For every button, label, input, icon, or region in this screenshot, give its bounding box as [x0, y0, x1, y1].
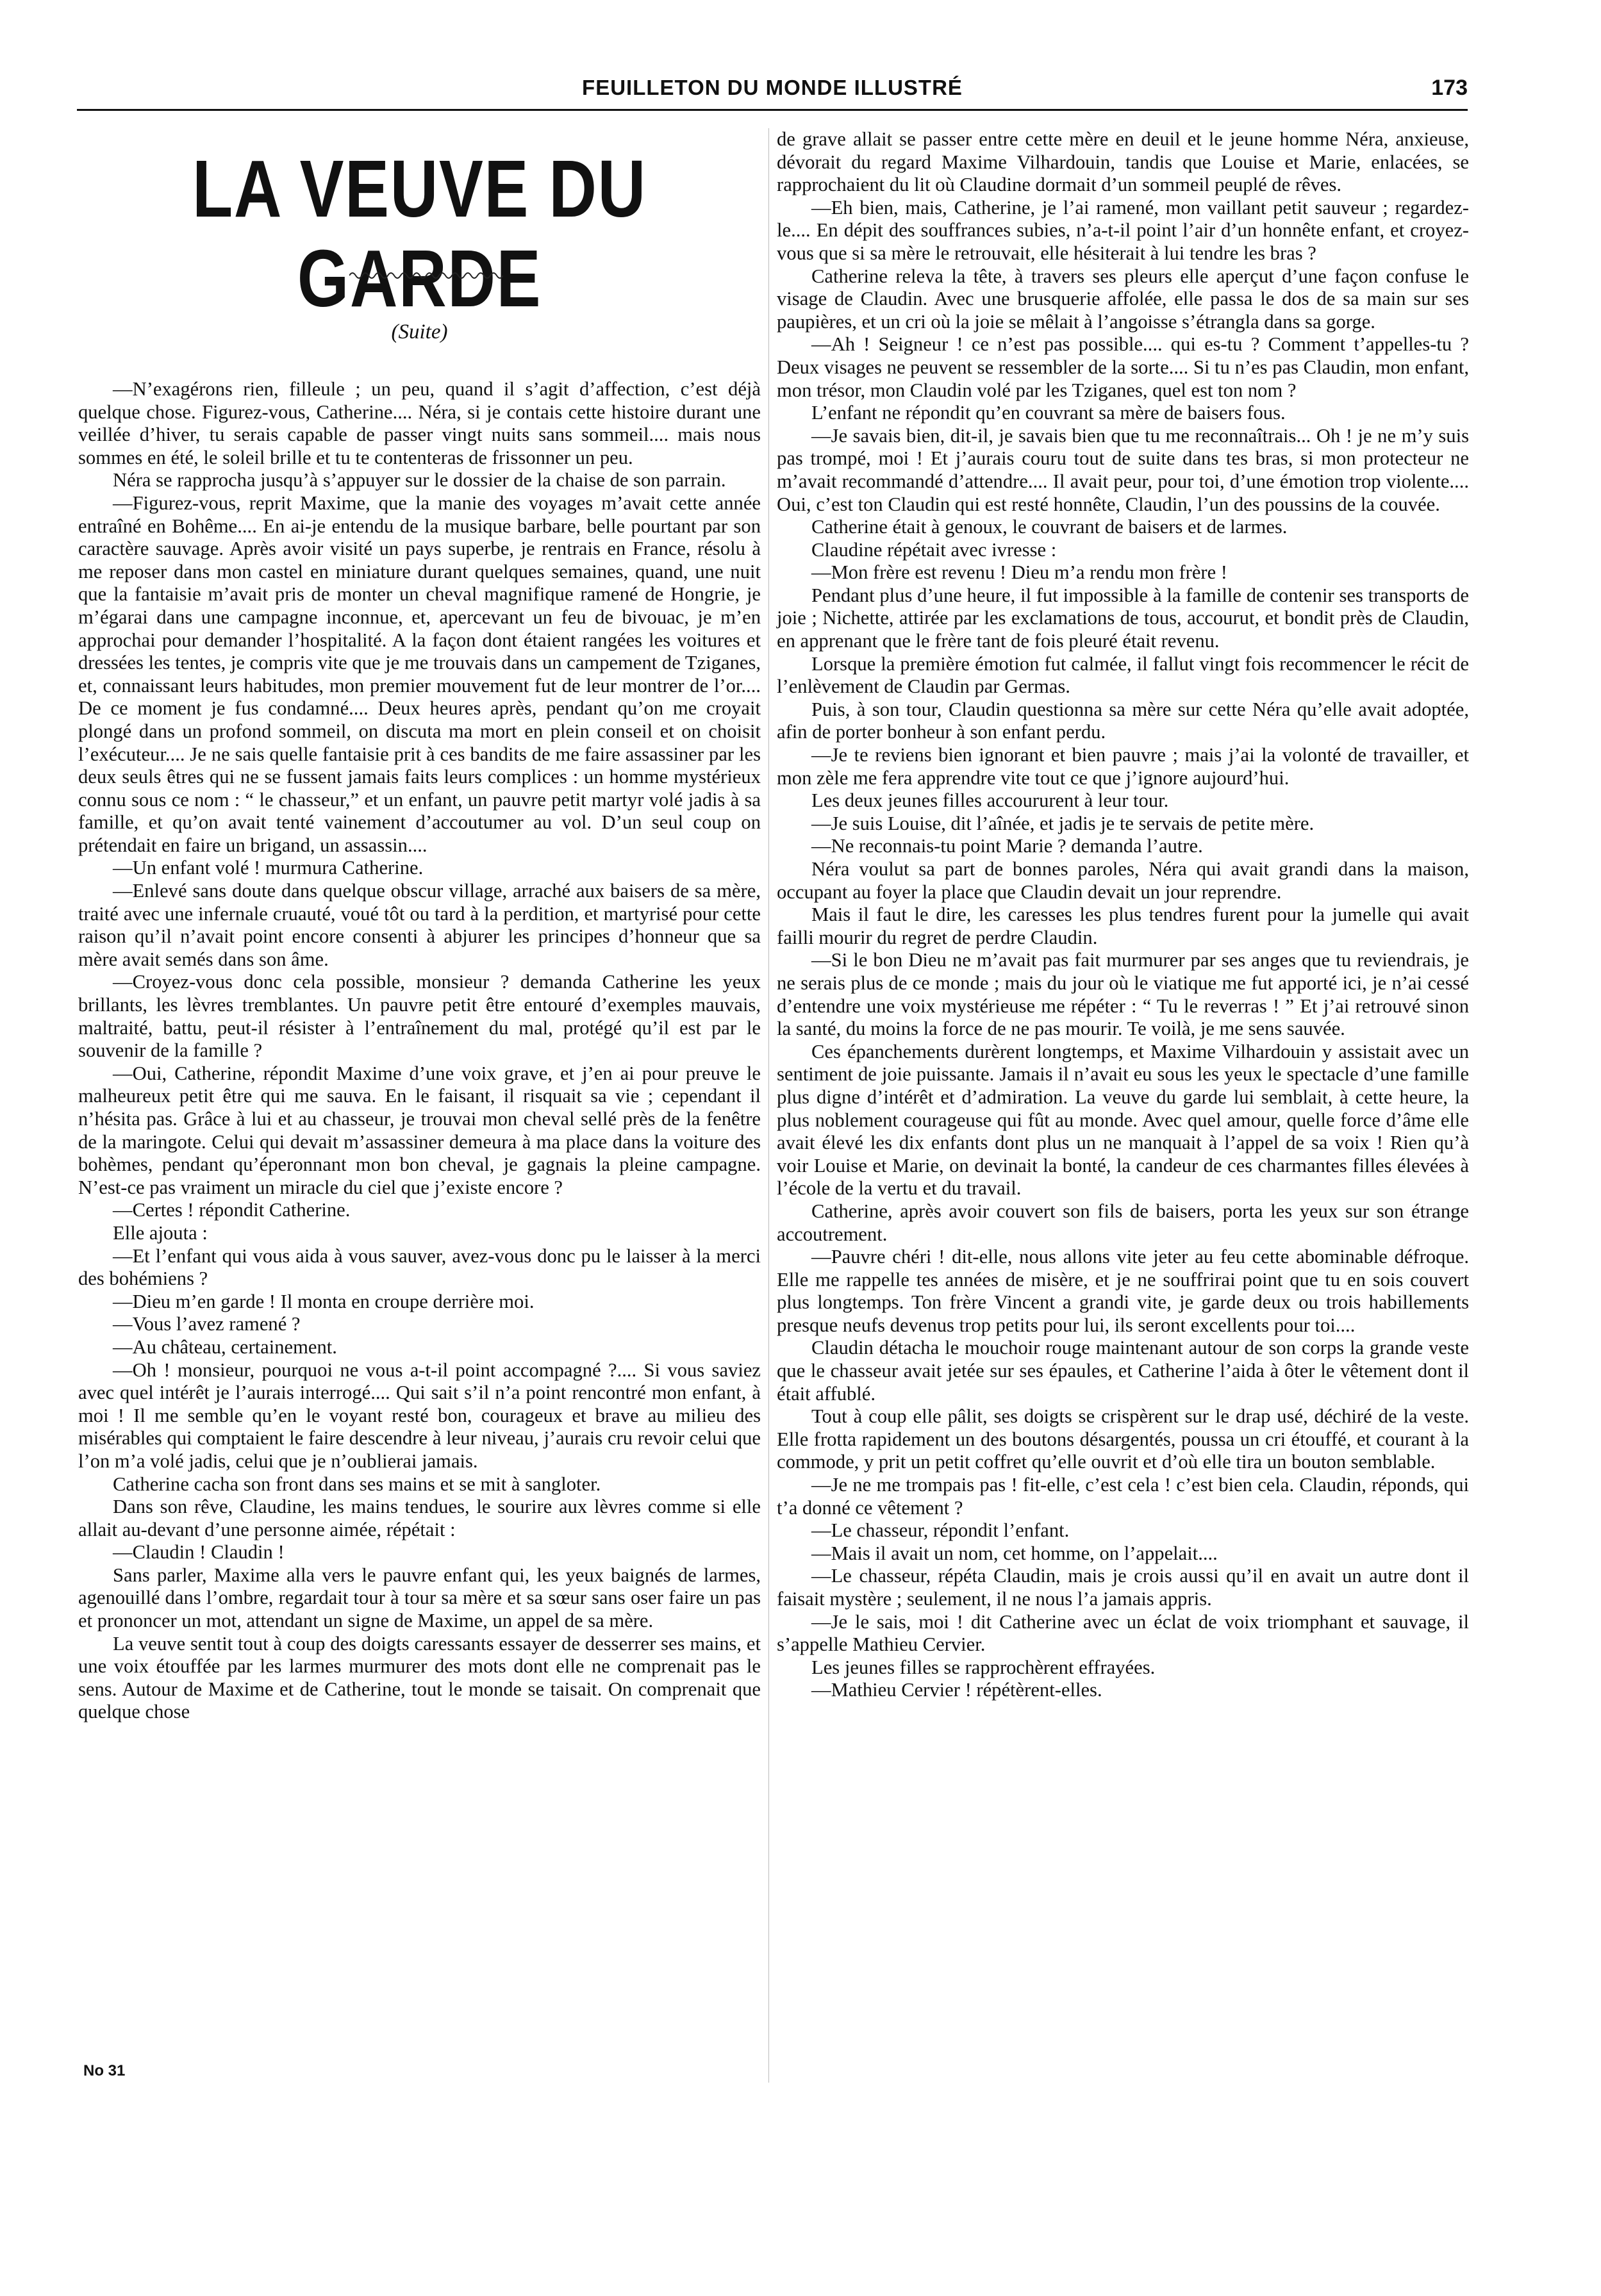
wave-ornament: [349, 269, 503, 282]
paragraph: —Pauvre chéri ! dit-elle, nous allons vite jeter au feu cette abominable défroque. Elle me rappelle tes années de misère, et je ne souffrirai point que tu en sois couvert plus longtemps. Ton frère Vincent a grandi vite, je garde deux ou trois habillements presque neufs devenus trop petits pour lui, ils seront excellents pour toi....: [777, 1246, 1469, 1336]
paragraph: Catherine, après avoir couvert son fils de baisers, porta les yeux sur son étrange accoutrement.: [777, 1200, 1469, 1245]
paragraph: L’enfant ne répondit qu’en couvrant sa mère de baisers fous.: [811, 402, 1286, 424]
paragraph: —Mais il avait un nom, cet homme, on l’appelait....: [811, 1542, 1218, 1564]
paragraph: —Et l’enfant qui vous aida à vous sauver, avez-vous donc pu le laisser à la merci des bohémiens ?: [78, 1244, 761, 1290]
paragraph: —Certes ! répondit Catherine.: [113, 1199, 351, 1221]
paragraph: —Oui, Catherine, répondit Maxime d’une voix grave, et j’en ai pour preuve le malheureux petit être qui me sauva. En le faisant, il risquait sa vie ; cependant il n’hésita pas. Grâce à lui et au chasseur, je trouvai mon cheval sellé près de la fenêtre de la maringote. Celui qui devait m’assassiner demeura à ma place dans la voiture des bohèmes, pendant qu’éperonnant mon bon cheval, je gagnais la pleine campagne. N’est-ce pas vraiment un miracle du ciel que j’existe encore ?: [78, 1062, 761, 1198]
paragraph: —Mon frère est revenu ! Dieu m’a rendu mon frère !: [811, 561, 1227, 584]
page-number: 173: [1431, 76, 1468, 100]
paragraph: Catherine était à genoux, le couvrant de baisers et de larmes.: [811, 516, 1288, 538]
paragraph: Mais il faut le dire, les caresses les plus tendres furent pour la jumelle qui avait failli mourir du regret de perdre Claudin.: [777, 904, 1469, 948]
paragraph: —Le chasseur, répéta Claudin, mais je crois aussi qu’il en avait un autre dont il faisait mystère ; seulement, il ne nous l’a jamais appris.: [777, 1565, 1469, 1610]
paragraph: —Je ne me trompais pas ! fit-elle, c’est cela ! c’est bien cela. Claudin, réponds, qui t’a donné ce vêtement ?: [777, 1474, 1469, 1519]
paragraph: —Dieu m’en garde ! Il monta en croupe derrière moi.: [113, 1290, 535, 1312]
article-title: LA VEUVE DU GARDE: [192, 144, 647, 324]
paragraph: Les deux jeunes filles accoururent à leur tour.: [811, 789, 1169, 812]
paragraph: Elle ajouta :: [113, 1221, 208, 1244]
paragraph: Claudin détacha le mouchoir rouge maintenant autour de son corps la grande veste que le chasseur avait jetée sur ses épaules, et Catherine l’aida à ôter le vêtement dont il était affublé.: [777, 1337, 1469, 1405]
paragraph: —Ah ! Seigneur ! ce n’est pas possible.... qui es-tu ? Comment t’appelles-tu ? Deux visages ne peuvent se ressembler de la sorte.... Si tu n’es pas Claudin, mon enfant, mon trésor, mon Claudin volé par les Tziganes, quel est ton nom ?: [777, 333, 1469, 401]
paragraph: —Je le sais, moi ! dit Catherine avec un éclat de voix triomphant et sauvage, il s’appelle Mathieu Cervier.: [777, 1610, 1469, 1656]
running-header: [77, 76, 1468, 104]
paragraph: —Figurez-vous, reprit Maxime, que la manie des voyages m’avait cette année entraîné en Bohême.... En ai-je entendu de la musique barbare, belle pourtant par son caractère sauvage. Après avoir visité un pays superbe, je rentrais en France, résolu à me reposer dans mon castel en miniature durant quelques semaines, quand, une nuit que la fantaisie m’avait pris de monter un cheval magnifique ramené de Hongrie, je m’égarai dans une campagne inconnue, et, apercevant un feu de bivouac, je m’en approchai pour demander l’hospitalité. A la façon dont étaient rangées les voitures et dressées les tentes, je compris vite que je me trouvais dans un campement de Tziganes, et, connaissant leurs habitudes, mon premier mouvement fut de leur montrer de l’or.... De ce moment je fus condamné.... Deux heures après, pendant qu’on me croyait plongé dans un profond sommeil, on discuta ma mort en plein conseil et on choisit l’exécuteur.... Je ne sais quelle fantaisie prit à ces bandits de me faire assassiner par les deux seuls êtres qui ne se fussent jamais faits leurs complices : un homme mystérieux connu sous ce nom : “ le chasseur,” et un enfant, un pauvre petit martyr volé jadis à sa famille, et qu’on avait tenté vainement d’accoutumer au vol. D’un seul coup on prétendait en faire un brigand, un assassin....: [78, 491, 761, 856]
paragraph: —Un enfant volé ! murmura Catherine.: [113, 857, 424, 879]
paragraph: —Croyez-vous donc cela possible, monsieur ? demanda Catherine les yeux brillants, les lèvres tremblantes. Un pauvre petit être entouré d’exemples mauvais, maltraité, battu, peut-il résister à l’entraînement du mal, protégé qu’il est par le souvenir de la famille ?: [78, 971, 761, 1062]
paragraph: —Au château, certainement.: [113, 1335, 337, 1358]
paragraph: —Eh bien, mais, Catherine, je l’ai ramené, mon vaillant petit sauveur ; regardez-le.... En dépit des souffrances subies, n’a-t-il point l’air d’un honnête enfant, et croyez-vous que si sa mère le retrouvait, elle hésiterait à lui tendre les bras ?: [777, 196, 1469, 264]
paragraph: —Claudin ! Claudin !: [113, 1541, 285, 1564]
running-title: FEUILLETON DU MONDE ILLUSTRÉ: [582, 76, 963, 99]
paragraph: —Le chasseur, répondit l’enfant.: [811, 1519, 1070, 1542]
paragraph: Tout à coup elle pâlit, ses doigts se crispèrent sur le drap usé, déchiré de la veste. Elle frotta rapidement un des boutons désargentés, poussa un cri étouffé, et courant à la commode, y prit un petit coffret qu’elle ouvrit et d’où elle tira un bouton semblable.: [777, 1405, 1469, 1473]
paragraph: —Ne reconnais-tu point Marie ? demanda l’autre.: [811, 835, 1203, 857]
paragraph: Les jeunes filles se rapprochèrent effrayées.: [811, 1656, 1156, 1678]
paragraph: Sans parler, Maxime alla vers le pauvre enfant qui, les yeux baignés de larmes, agenouillé dans l’ombre, regardait tour à tour sa mère et sa sœur sans oser faire un pas et prononcer un mot, attendant un signe de Maxime, un appel de sa mère.: [78, 1564, 761, 1632]
header-rule: [77, 109, 1468, 111]
paragraph: —Mathieu Cervier ! répétèrent-elles.: [811, 1679, 1102, 1701]
paragraph: Ces épanchements durèrent longtemps, et Maxime Vilhardouin y assistait avec un sentiment de joie puissante. Jamais il n’avait eu sous les yeux le spectacle d’une famille plus digne d’intérêt et d’admiration. La veuve du garde lui semblait, à cette heure, la plus noblement courageuse qui fût au monde. Avec quel amour, quelle force d’âme elle avait élevé les dix enfants dont plus un ne manquait à l’appel de sa voix ! Rien qu’à voir Louise et Marie, on devinait la bonté, la candeur de ces charmantes filles élevées à l’école de la vertu et du travail.: [777, 1040, 1469, 1200]
paragraph: Lorsque la première émotion fut calmée, il fallut vingt fois recommencer le récit de l’enlèvement de Claudin par Germas.: [777, 652, 1469, 698]
paragraph: —Enlevé sans doute dans quelque obscur village, arraché aux baisers de sa mère, traité avec une infernale cruauté, voué tôt ou tard à la perdition, et martyrisé pour cette raison qu’il n’avait point encore consenti à abjurer les principes d’honneur que sa mère avait semés dans son âme.: [78, 880, 761, 970]
paragraph: Pendant plus d’une heure, il fut impossible à la famille de contenir ses transports de joie ; Nichette, attirée par les exclamations de tous, accourut, et bondit près de Claudin, en apprenant que le frère tant de fois pleuré était revenu.: [777, 584, 1469, 652]
paragraph: —Vous l’avez ramené ?: [113, 1313, 301, 1335]
paragraph: La veuve sentit tout à coup des doigts caressants essayer de desserrer ses mains, et une voix étouffée par les larmes murmurer des mots dont elle ne comprenait pas le sens. Autour de Maxime et de Catherine, tout le monde se taisait. On comprenait que quelque chose: [78, 1632, 761, 1723]
issue-number: No 31: [83, 2062, 126, 2079]
paragraph: —N’exagérons rien, filleule ; un peu, quand il s’agit d’affection, c’est déjà quelque chose. Figurez-vous, Catherine.... Néra, si je contais cette histoire durant une veillée d’hiver, tu serais capable de passer vingt nuits sans sommeil.... mais nous sommes en été, le soleil brille et tu te contenteras de frissonner un peu.: [78, 378, 761, 468]
paragraph: Puis, à son tour, Claudin questionna sa mère sur cette Néra qu’elle avait adoptée, afin de porter bonheur à son enfant perdu.: [777, 698, 1469, 743]
paragraph: —Je suis Louise, dit l’aînée, et jadis je te servais de petite mère.: [811, 812, 1315, 834]
paragraph: —Si le bon Dieu ne m’avait pas fait murmurer par ses anges que tu reviendrais, je ne serais plus de ce monde ; mais du jour où le viatique me fut apporté ici, je n’ai cessé d’entendre une voix mystérieuse me répéter : “ Tu le reverras ! ” Et j’ai retrouvé sinon la santé, du moins la force de ne pas mourir. Te voilà, je me sens sauvée.: [777, 949, 1469, 1040]
paragraph: —Je savais bien, dit-il, je savais bien que tu me reconnaîtrais... Oh ! je ne m’y suis pas trompé, moi ! Et j’aurais couru tout de suite dans tes bras, si mon protecteur ne m’avait recommandé d’attendre.... Il avait peur, pour toi, d’une émotion trop violente.... Oui, c’est ton Claudin qui est resté honnête, Claudin, l’un des poussins de la couvée.: [777, 424, 1469, 515]
paragraph: de grave allait se passer entre cette mère en deuil et le jeune homme Néra, anxieuse, dévorait du regard Maxime Vilhardouin, tandis que Louise et Marie, enlacées, se rapprochaient du lit où Claudine dormait d’un sommeil peuplé de rêves.: [777, 128, 1469, 196]
article-subtitle: (Suite): [391, 320, 448, 343]
paragraph: —Je te reviens bien ignorant et bien pauvre ; mais j’ai la volonté de travailler, et mon zèle me fera apprendre vite tout ce que j’ignore aujourd’hui.: [777, 744, 1469, 789]
right-column: [777, 128, 1469, 1702]
left-column: [78, 378, 761, 1724]
paragraph: Néra voulut sa part de bonnes paroles, Néra qui avait grandi dans la maison, occupant au foyer la place que Claudin devait un jour reprendre.: [777, 858, 1469, 903]
column-divider: [768, 128, 769, 2083]
paragraph: —Oh ! monsieur, pourquoi ne vous a-t-il point accompagné ?.... Si vous saviez avec quel intérêt je l’aurais interrogé.... Qui sait s’il n’a point rencontré mon enfant, à moi ! Il me semble qu’en le voyant resté bon, courageux et brave au milieu des misérables qui comptaient le faire descendre à leur niveau, j’aurais cru revoir celui que l’on m’a volé jadis, celui que je n’oublierai jamais.: [78, 1359, 761, 1472]
paragraph: Claudine répétait avec ivresse :: [811, 538, 1057, 561]
paragraph: Dans son rêve, Claudine, les mains tendues, le sourire aux lèvres comme si elle allait au-devant d’une personne aimée, répétait :: [78, 1496, 761, 1540]
paragraph: Catherine releva la tête, à travers ses pleurs elle aperçut d’une façon confuse le visage de Claudin. Avec une brusquerie affolée, elle passa le dos de sa main sur ses paupières, et un cri où la joie se mêlait à l’angoisse s’étrangla dans sa gorge.: [777, 265, 1469, 333]
paragraph: Néra se rapprocha jusqu’à s’appuyer sur le dossier de la chaise de son parrain.: [113, 469, 726, 491]
paragraph: Catherine cacha son front dans ses mains et se mit à sangloter.: [113, 1473, 601, 1495]
